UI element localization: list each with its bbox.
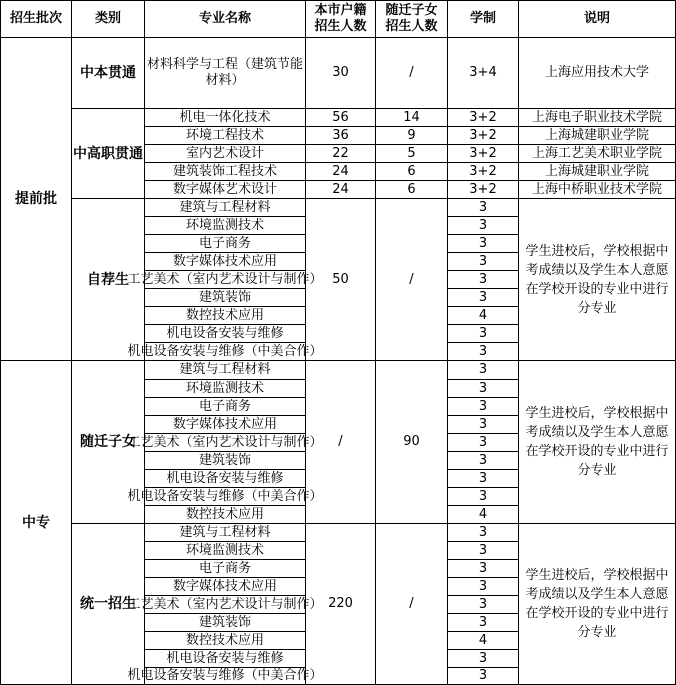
major-cell-text: 数控技术应用 — [185, 307, 264, 323]
major-cell — [145, 380, 306, 398]
years-cell — [448, 470, 519, 488]
batch-cell — [0, 361, 72, 685]
years-cell-text: 3 — [478, 271, 488, 287]
category-cell-text: 统一招生 — [80, 596, 136, 612]
major-cell-text: 数控技术应用 — [185, 632, 264, 648]
years-cell-text: 3+4 — [469, 65, 497, 80]
years-cell-text: 3 — [478, 217, 488, 233]
years-cell-text: 3 — [478, 253, 488, 269]
migrant-count-cell-text: 90 — [403, 434, 420, 449]
migrant-count-cell-text: 5 — [407, 145, 416, 161]
years-cell — [448, 380, 519, 398]
migrant-count-cell-text: 6 — [407, 163, 416, 179]
years-cell-text: 3 — [478, 668, 488, 683]
years-cell — [448, 235, 519, 253]
major-cell-text: 工艺美术（室内艺术设计与制作） — [127, 271, 323, 287]
migrant-count-cell — [376, 361, 448, 524]
major-cell — [145, 416, 306, 434]
major-cell-text: 数字媒体艺术设计 — [172, 181, 277, 197]
batch-cell — [0, 38, 72, 361]
years-cell — [448, 398, 519, 416]
major-cell — [127, 434, 323, 452]
note-cell-text: 上海城建职业学院 — [544, 127, 649, 143]
years-cell-text: 3 — [478, 542, 488, 558]
header-label: 招生批次 — [9, 11, 62, 26]
years-cell — [448, 109, 519, 127]
major-cell-text: 建筑装饰 — [198, 289, 251, 305]
migrant-count-cell — [376, 181, 448, 199]
category-cell-text: 随迁子女 — [80, 434, 136, 450]
years-cell — [448, 127, 519, 145]
major-cell-text: 建筑与工程材料 — [179, 524, 271, 540]
major-cell-text: 电子商务 — [198, 560, 251, 576]
major-cell — [145, 217, 306, 235]
note-cell — [519, 127, 676, 145]
years-cell-text: 3 — [478, 470, 488, 486]
years-cell — [448, 524, 519, 542]
note-cell-text: 上海电子职业技术学院 — [531, 109, 662, 125]
years-cell-text: 3 — [478, 524, 488, 540]
major-cell — [145, 145, 306, 163]
major-cell — [127, 668, 323, 685]
major-cell — [127, 271, 323, 289]
years-cell-text: 3 — [478, 560, 488, 576]
years-cell — [448, 506, 519, 524]
major-cell-text: 材料科学与工程（建筑节能材料） — [146, 57, 303, 88]
header-label: 学制 — [469, 11, 496, 26]
years-cell-text: 3+2 — [469, 145, 497, 161]
years-cell — [448, 452, 519, 470]
local-count-cell-text: 30 — [332, 65, 349, 80]
migrant-count-cell — [376, 38, 448, 109]
major-cell-text: 电子商务 — [198, 398, 251, 414]
years-cell-text: 3 — [478, 380, 488, 396]
note-cell-text: 学生进校后，学校根据中考成绩以及学生本人意愿在学校开设的专业中进行分专业 — [525, 243, 669, 316]
header-2 — [145, 0, 306, 38]
years-cell-text: 3 — [478, 362, 488, 377]
years-cell — [448, 217, 519, 235]
migrant-count-cell-text: / — [409, 596, 414, 611]
major-cell — [145, 163, 306, 181]
years-cell — [448, 38, 519, 109]
major-cell-text: 机电设备安装与维修 — [166, 650, 284, 666]
local-count-cell-text: 50 — [332, 271, 349, 287]
migrant-count-cell-text: / — [409, 65, 414, 80]
header-label: 专业名称 — [198, 11, 251, 26]
major-cell-text: 建筑装饰工程技术 — [172, 163, 277, 179]
note-cell — [519, 524, 676, 685]
years-cell — [448, 632, 519, 650]
major-cell — [127, 596, 323, 614]
major-cell-text: 工艺美术（室内艺术设计与制作） — [127, 596, 323, 612]
years-cell — [448, 578, 519, 596]
major-cell — [145, 560, 306, 578]
migrant-count-cell-text: / — [409, 271, 414, 287]
major-cell — [145, 470, 306, 488]
note-cell — [519, 38, 676, 109]
years-cell-text: 3 — [478, 650, 488, 666]
major-cell-text: 环境监测技术 — [185, 542, 264, 558]
header-label: 说明 — [583, 11, 610, 26]
years-cell-text: 3 — [478, 434, 488, 450]
local-count-cell — [306, 145, 376, 163]
years-cell-text: 4 — [478, 632, 488, 648]
local-count-cell-text: 22 — [332, 145, 349, 161]
years-cell-text: 3+2 — [469, 127, 497, 143]
major-cell-text: 数控技术应用 — [185, 506, 264, 522]
years-cell — [448, 307, 519, 325]
header-label: 随迁子女 招生人数 — [385, 3, 438, 34]
major-cell-text: 机电设备安装与维修（中美合作） — [127, 668, 323, 683]
note-cell-text: 学生进校后，学校根据中考成绩以及学生本人意愿在学校开设的专业中进行分专业 — [525, 406, 669, 478]
migrant-count-cell — [376, 199, 448, 361]
major-cell — [127, 488, 323, 506]
major-cell — [145, 109, 306, 127]
major-cell-text: 数字媒体技术应用 — [172, 578, 277, 594]
category-cell — [72, 109, 145, 199]
category-cell — [72, 38, 145, 109]
years-cell — [448, 668, 519, 685]
years-cell — [448, 271, 519, 289]
years-cell-text: 3 — [478, 614, 488, 630]
note-cell-text: 上海工艺美术职业学院 — [531, 145, 662, 161]
local-count-cell — [306, 524, 376, 685]
header-1 — [72, 0, 145, 38]
major-cell-text: 数字媒体技术应用 — [172, 416, 277, 432]
local-count-cell — [306, 163, 376, 181]
years-cell-text: 3 — [478, 416, 488, 432]
note-cell — [519, 199, 676, 361]
years-cell — [448, 325, 519, 343]
years-cell-text: 3 — [478, 398, 488, 414]
major-cell-text: 建筑与工程材料 — [179, 362, 271, 377]
migrant-count-cell — [376, 109, 448, 127]
years-cell-text: 3+2 — [469, 181, 497, 197]
note-cell-text: 上海城建职业学院 — [544, 163, 649, 179]
major-cell-text: 电子商务 — [198, 235, 251, 251]
local-count-cell — [306, 38, 376, 109]
major-cell — [145, 578, 306, 596]
years-cell-text: 3 — [478, 343, 488, 359]
note-cell-text: 上海应用技术大学 — [544, 65, 649, 80]
years-cell — [448, 253, 519, 271]
header-0 — [0, 0, 72, 38]
migrant-count-cell-text: 14 — [403, 109, 420, 125]
major-cell — [145, 325, 306, 343]
major-cell — [145, 452, 306, 470]
local-count-cell-text: 56 — [332, 109, 349, 125]
category-cell-text: 中本贯通 — [80, 65, 136, 81]
years-cell-text: 3+2 — [469, 109, 497, 125]
major-cell-text: 环境工程技术 — [185, 127, 264, 143]
local-count-cell-text: 24 — [332, 181, 349, 197]
major-cell — [127, 343, 323, 361]
note-cell — [519, 181, 676, 199]
years-cell-text: 3 — [478, 325, 488, 341]
major-cell-text: 环境监测技术 — [185, 380, 264, 396]
years-cell — [448, 488, 519, 506]
major-cell — [145, 650, 306, 668]
years-cell-text: 3 — [478, 578, 488, 594]
note-cell — [519, 109, 676, 127]
years-cell-text: 3 — [478, 452, 488, 468]
major-cell — [145, 632, 306, 650]
major-cell-text: 工艺美术（室内艺术设计与制作） — [127, 434, 323, 450]
local-count-cell — [306, 361, 376, 524]
major-cell — [145, 361, 306, 380]
note-cell-text: 学生进校后，学校根据中考成绩以及学生本人意愿在学校开设的专业中进行分专业 — [525, 568, 669, 640]
note-cell-text: 上海中桥职业技术学院 — [531, 181, 662, 197]
local-count-cell-text: / — [338, 434, 343, 449]
header-label: 本市户籍 招生人数 — [314, 3, 367, 34]
header-5 — [448, 0, 519, 38]
major-cell-text: 环境监测技术 — [185, 217, 264, 233]
major-cell-text: 室内艺术设计 — [185, 145, 264, 161]
major-cell-text: 建筑与工程材料 — [179, 199, 271, 215]
years-cell — [448, 199, 519, 217]
years-cell — [448, 650, 519, 668]
header-4 — [376, 0, 448, 38]
migrant-count-cell — [376, 524, 448, 685]
years-cell — [448, 289, 519, 307]
years-cell — [448, 596, 519, 614]
years-cell-text: 3 — [478, 596, 488, 612]
major-cell — [145, 289, 306, 307]
local-count-cell — [306, 109, 376, 127]
note-cell — [519, 145, 676, 163]
migrant-count-cell — [376, 127, 448, 145]
local-count-cell — [306, 199, 376, 361]
batch-cell-text: 中专 — [22, 514, 50, 531]
major-cell — [145, 524, 306, 542]
local-count-cell — [306, 127, 376, 145]
major-cell — [145, 506, 306, 524]
major-cell-text: 机电一体化技术 — [179, 109, 271, 125]
major-cell — [145, 542, 306, 560]
major-cell — [145, 127, 306, 145]
years-cell-text: 4 — [478, 506, 488, 522]
years-cell — [448, 560, 519, 578]
major-cell — [145, 307, 306, 325]
header-label: 类别 — [94, 11, 121, 26]
note-cell — [519, 361, 676, 524]
major-cell — [145, 38, 306, 109]
years-cell — [448, 343, 519, 361]
local-count-cell — [306, 181, 376, 199]
major-cell — [145, 614, 306, 632]
header-3 — [306, 0, 376, 38]
category-cell-text: 自荐生 — [87, 271, 129, 288]
local-count-cell-text: 220 — [328, 596, 353, 611]
years-cell-text: 3+2 — [469, 163, 497, 179]
years-cell-text: 3 — [478, 199, 488, 215]
years-cell — [448, 614, 519, 632]
migrant-count-cell-text: 9 — [407, 127, 416, 143]
years-cell — [448, 181, 519, 199]
years-cell — [448, 163, 519, 181]
migrant-count-cell-text: 6 — [407, 181, 416, 197]
major-cell-text: 机电设备安装与维修（中美合作） — [127, 488, 323, 504]
local-count-cell-text: 36 — [332, 127, 349, 143]
years-cell — [448, 145, 519, 163]
major-cell-text: 机电设备安装与维修 — [166, 470, 284, 486]
local-count-cell-text: 24 — [332, 163, 349, 179]
header-6 — [519, 0, 676, 38]
note-cell — [519, 163, 676, 181]
category-cell-text: 中高职贯通 — [73, 145, 143, 162]
years-cell — [448, 542, 519, 560]
major-cell-text: 机电设备安装与维修 — [166, 325, 284, 341]
years-cell-text: 3 — [478, 289, 488, 305]
years-cell — [448, 434, 519, 452]
migrant-count-cell — [376, 145, 448, 163]
major-cell — [145, 235, 306, 253]
major-cell — [145, 199, 306, 217]
years-cell-text: 4 — [478, 307, 488, 323]
major-cell-text: 数字媒体技术应用 — [172, 253, 277, 269]
major-cell — [145, 181, 306, 199]
major-cell — [145, 398, 306, 416]
major-cell-text: 建筑装饰 — [198, 452, 251, 468]
years-cell — [448, 416, 519, 434]
major-cell-text: 建筑装饰 — [198, 614, 251, 630]
years-cell — [448, 361, 519, 380]
years-cell-text: 3 — [478, 235, 488, 251]
years-cell-text: 3 — [478, 488, 488, 504]
migrant-count-cell — [376, 163, 448, 181]
batch-cell-text: 提前批 — [15, 191, 57, 207]
major-cell-text: 机电设备安装与维修（中美合作） — [127, 343, 323, 359]
major-cell — [145, 253, 306, 271]
